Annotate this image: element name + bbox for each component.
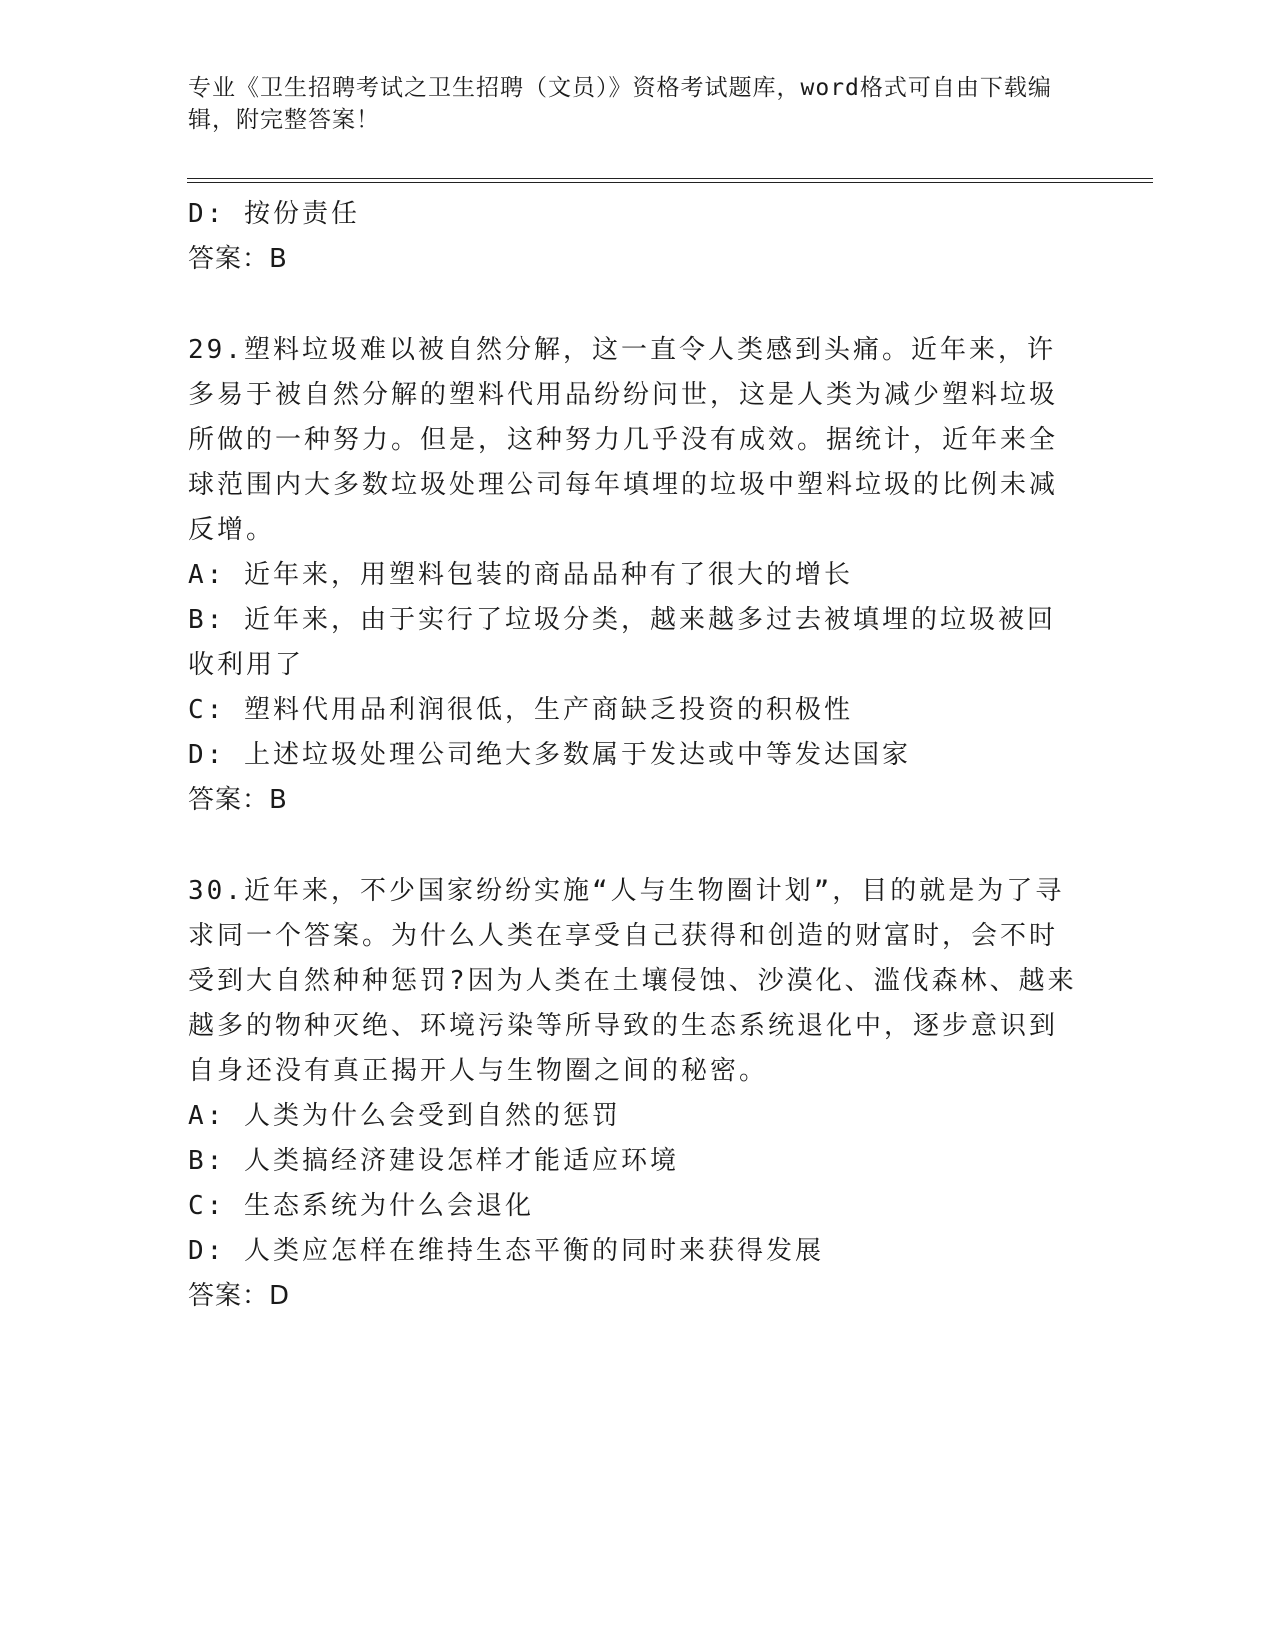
document-body: [188, 192, 1078, 1319]
question-29: [188, 328, 1078, 823]
spacer: [188, 282, 1078, 328]
answer: 答案：D: [188, 1281, 291, 1311]
prev-question-answer: 答案：B: [188, 244, 288, 274]
option-d: D: 人类应怎样在维持生态平衡的同时来获得发展: [188, 1236, 824, 1266]
option-c: C: 生态系统为什么会退化: [188, 1191, 534, 1221]
option-a: A: 人类为什么会受到自然的惩罚: [188, 1101, 621, 1131]
option-d: D: 上述垃圾处理公司绝大多数属于发达或中等发达国家: [188, 740, 911, 770]
question-30: [188, 869, 1078, 1319]
page-header: 专业《卫生招聘考试之卫生招聘（文员）》资格考试题库，word格式可自由下载编辑，附完整答案！: [188, 75, 1052, 133]
question-stem: 30.近年来，不少国家纷纷实施“人与生物圈计划”，目的就是为了寻求同一个答案。为什么人类在享受自己获得和创造的财富时，会不时受到大自然种种惩罚?因为人类在土壤侵蚀、沙漠化、滥伐森林、越来越多的物种灭绝、环境污染等所导致的生态系统退化中，逐步意识到自身还没有真正揭开人与生物圈之间的秘密。: [188, 876, 1077, 1086]
option-c: C: 塑料代用品利润很低，生产商缺乏投资的积极性: [188, 695, 853, 725]
option-b: B: 人类搞经济建设怎样才能适应环境: [188, 1146, 679, 1176]
answer: 答案：B: [188, 785, 288, 815]
option-a: A: 近年来，用塑料包装的商品品种有了很大的增长: [188, 560, 853, 590]
option-b: B: 近年来，由于实行了垃圾分类，越来越多过去被填埋的垃圾被回收利用了: [188, 605, 1056, 680]
prev-question-option-d: D: 按份责任: [188, 199, 360, 229]
question-stem: 29.塑料垃圾难以被自然分解，这一直令人类感到头痛。近年来，许多易于被自然分解的塑料代用品纷纷问世，这是人类为减少塑料垃圾所做的一种努力。但是，这种努力几乎没有成效。据统计，近年来全球范围内大多数垃圾处理公司每年填埋的垃圾中塑料垃圾的比例未减反增。: [188, 335, 1059, 545]
header-divider: [187, 178, 1153, 183]
spacer: [188, 823, 1078, 869]
